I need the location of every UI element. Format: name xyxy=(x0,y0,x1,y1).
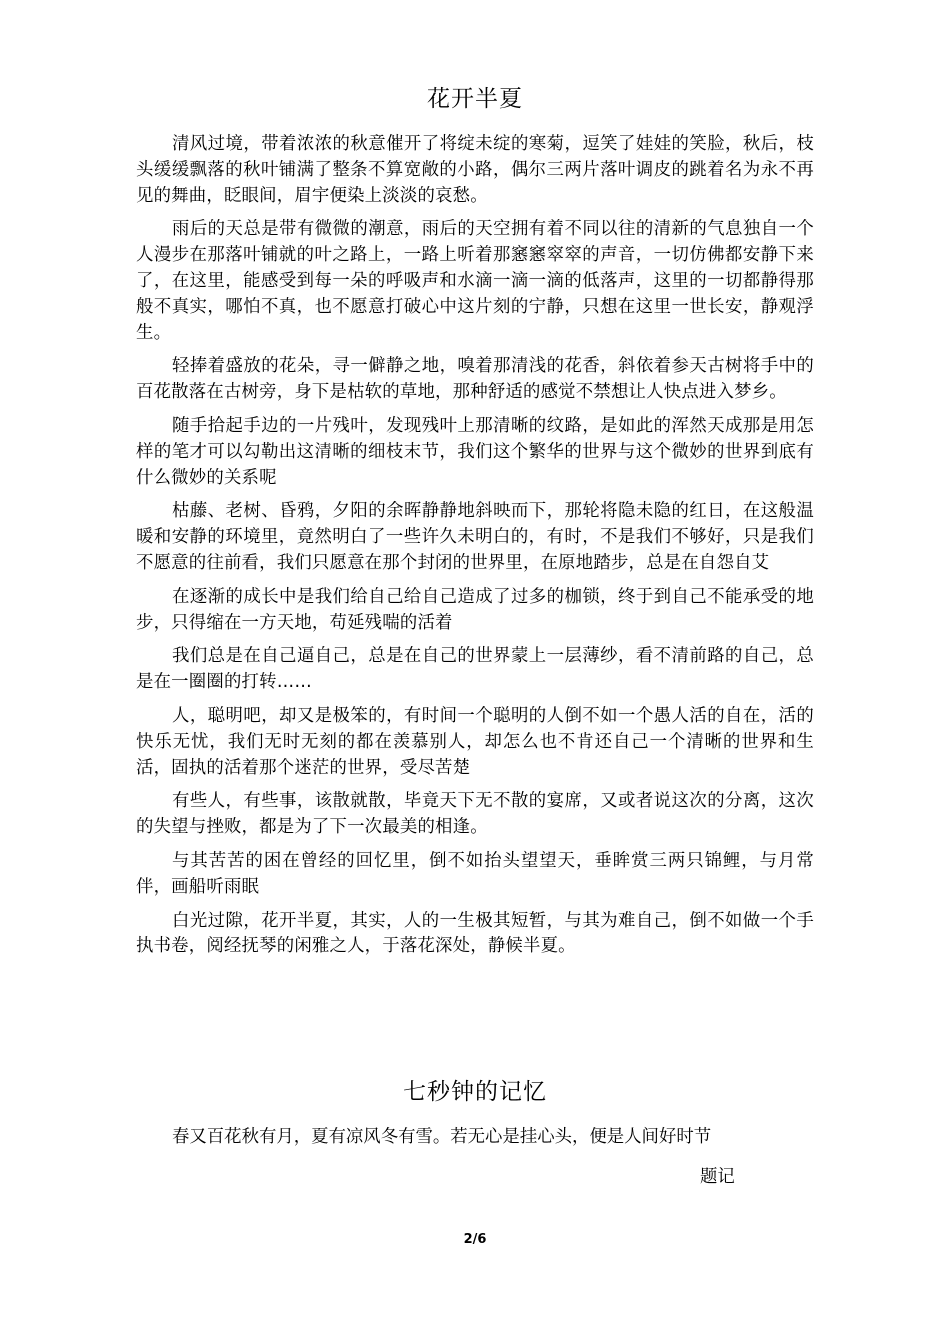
paragraph: 与其苦苦的困在曾经的回忆里，倒不如抬头望望天，垂眸赏三两只锦鲤，与月常伴，画船听雨眠 xyxy=(136,850,814,897)
epigraph-signature: 题记 xyxy=(700,1167,735,1187)
epigraph: 春又百花秋有月，夏有凉风冬有雪。若无心是挂心头，便是人间好时节 xyxy=(172,1127,712,1147)
paragraph: 我们总是在自己逼自己，总是在自己的世界蒙上一层薄纱，看不清前路的自己，总是在一圈圈的打转…… xyxy=(136,646,814,693)
article-body xyxy=(136,132,814,968)
paragraph: 有些人，有些事，该散就散，毕竟天下无不散的宴席，又或者说这次的分离，这次的失望与挫败，都是为了下一次最美的相逢。 xyxy=(136,791,814,838)
page-number: 2/6 xyxy=(463,1232,487,1247)
paragraph: 雨后的天总是带有微微的潮意，雨后的天空拥有着不同以往的清新的气息独自一个人漫步在那落叶铺就的叶之路上，一路上听着那窸窸窣窣的声音，一切仿佛都安静下来了，在这里，能感受到每一朵的呼吸声和水滴一滴一滴的低落声，这里的一切都静得那般不真实，哪怕不真，也不愿意打破心中这片刻的宁静，只想在这里一世长安，静观浮生。 xyxy=(136,219,814,343)
article-title: 花开半夏 xyxy=(427,86,523,112)
paragraph: 清风过境，带着浓浓的秋意催开了将绽未绽的寒菊，逗笑了娃娃的笑脸，秋后，枝头缓缓飘落的秋叶铺满了整条不算宽敞的小路，偶尔三两片落叶调皮的跳着名为永不再见的舞曲，眨眼间，眉宇便染上淡淡的哀愁。 xyxy=(136,134,814,206)
paragraph: 随手拾起手边的一片残叶，发现残叶上那清晰的纹路，是如此的浑然天成那是用怎样的笔才可以勾勒出这清晰的细枝末节，我们这个繁华的世界与这个微妙的世界到底有什么微妙的关系呢 xyxy=(136,415,814,488)
paragraph: 人，聪明吧，却又是极笨的，有时间一个聪明的人倒不如一个愚人活的自在，活的快乐无忧，我们无时无刻的都在羡慕别人，却怎么也不肯还自己一个清晰的世界和生活，固执的活着那个迷茫的世界，受尽苦楚 xyxy=(136,705,814,778)
next-article-title: 七秒钟的记忆 xyxy=(403,1079,547,1105)
paragraph: 枯藤、老树、昏鸦，夕阳的余晖静静地斜映而下，那轮将隐未隐的红日，在这般温暖和安静的环境里，竟然明白了一些许久未明白的，有时，不是我们不够好，只是我们不愿意的往前看，我们只愿意在那个封闭的世界里，在原地踏步，总是在自怨自艾 xyxy=(136,501,814,573)
paragraph: 白光过隙，花开半夏，其实，人的一生极其短暂，与其为难自己，倒不如做一个手执书卷，阅经抚琴的闲雅之人，于落花深处，静候半夏。 xyxy=(136,910,814,957)
paragraph: 轻捧着盛放的花朵，寻一僻静之地，嗅着那清浅的花香，斜依着参天古树将手中的百花散落在古树旁，身下是枯软的草地，那种舒适的感觉不禁想让人快点进入梦乡。 xyxy=(136,356,814,403)
paragraph: 在逐渐的成长中是我们给自己给自己造成了过多的枷锁，终于到自己不能承受的地步，只得缩在一方天地，苟延残喘的活着 xyxy=(136,586,814,633)
